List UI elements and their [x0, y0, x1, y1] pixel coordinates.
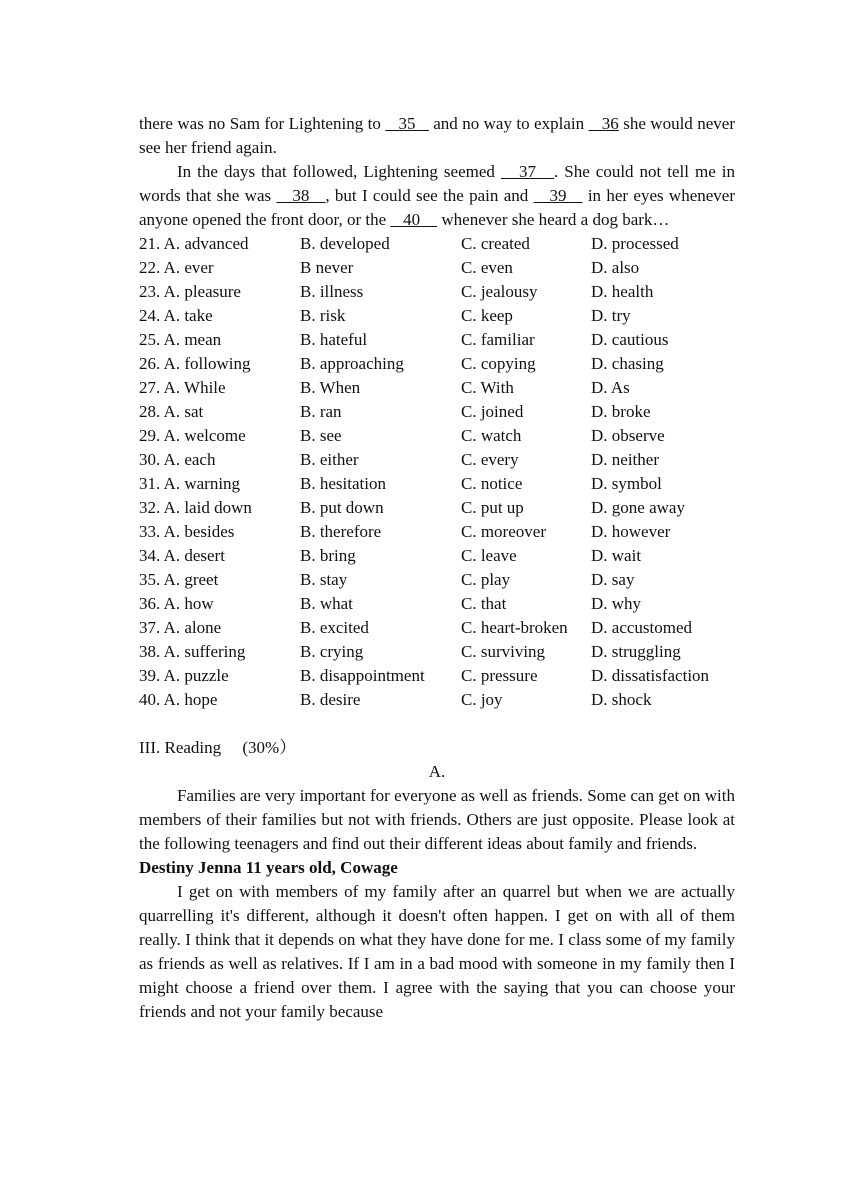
option-c: C. created — [461, 234, 530, 253]
option-row — [139, 664, 735, 688]
option-row — [139, 376, 735, 400]
option-a: 21. A. advanced — [139, 234, 249, 253]
option-b: B. put down — [300, 498, 384, 517]
option-c: C. moreover — [461, 522, 546, 541]
option-c: C. that — [461, 594, 507, 613]
option-b: B. disappointment — [300, 666, 425, 685]
option-d: D. gone away — [591, 498, 685, 517]
option-d: D. try — [591, 306, 631, 325]
passage-text: In the days that followed, Lightening seemed — [177, 162, 501, 181]
option-b: B. crying — [300, 642, 364, 661]
option-c: C. joy — [461, 690, 503, 709]
blank-39: 39 — [533, 186, 583, 205]
blank-36: 36 — [588, 114, 619, 133]
option-row — [139, 400, 735, 424]
option-b: B. ran — [300, 402, 342, 421]
option-a: 26. A. following — [139, 354, 251, 373]
option-b: B. what — [300, 594, 353, 613]
option-c: C. watch — [461, 426, 522, 445]
option-a: 27. A. While — [139, 378, 226, 397]
option-d: D. accustomed — [591, 618, 693, 637]
option-a: 34. A. desert — [139, 546, 225, 565]
option-d: D. also — [591, 258, 640, 277]
option-a: 22. A. ever — [139, 258, 214, 277]
option-b: B never — [300, 258, 354, 277]
option-row — [139, 688, 735, 712]
passage-continuation — [139, 112, 735, 160]
blank-38: 38 — [276, 186, 326, 205]
option-b: B. developed — [300, 234, 390, 253]
option-d: D. cautious — [591, 330, 669, 349]
passage-text: whenever she heard a dog bark… — [437, 210, 670, 229]
option-d: D. say — [591, 570, 635, 589]
option-c: C. jealousy — [461, 282, 538, 301]
option-a: 24. A. take — [139, 306, 213, 325]
option-a: 37. A. alone — [139, 618, 222, 637]
options-table — [139, 232, 735, 712]
option-d: D. why — [591, 594, 642, 613]
option-b: B. illness — [300, 282, 364, 301]
option-c: C. keep — [461, 306, 513, 325]
option-d: D. chasing — [591, 354, 664, 373]
passage-text: there was no Sam for Lightening to — [139, 114, 386, 133]
reading-intro: Families are very important for everyone as well as friends. Some can get on with members of their families but not with friends. Others are just opposite. Please look at the following teenagers and find out their different ideas about family and friends. — [139, 786, 735, 853]
option-a: 31. A. warning — [139, 474, 241, 493]
blank-37: 37 — [500, 162, 554, 181]
option-d: D. wait — [591, 546, 642, 565]
option-b: B. risk — [300, 306, 346, 325]
passage-text: and no way to explain — [428, 114, 589, 133]
option-a: 25. A. mean — [139, 330, 222, 349]
option-row — [139, 424, 735, 448]
option-d: D. broke — [591, 402, 651, 421]
option-row — [139, 472, 735, 496]
passage-text: . She could not tell me in words that she was — [139, 162, 736, 205]
passage-text: , but I could see the pain and — [325, 186, 534, 205]
option-c: C. familiar — [461, 330, 535, 349]
option-c: C. surviving — [461, 642, 546, 661]
option-c: C. leave — [461, 546, 517, 565]
option-d: D. however — [591, 522, 671, 541]
passage-text: in her eyes whenever anyone opened the front door, or the — [139, 186, 736, 229]
option-row — [139, 232, 735, 256]
option-row — [139, 352, 735, 376]
option-b: B. approaching — [300, 354, 404, 373]
option-b: B. either — [300, 450, 359, 469]
option-d: D. health — [591, 282, 654, 301]
spacer — [139, 712, 735, 736]
option-c: C. copying — [461, 354, 536, 373]
option-row — [139, 328, 735, 352]
option-row — [139, 256, 735, 280]
option-c: C. With — [461, 378, 514, 397]
option-row — [139, 496, 735, 520]
option-b: B. hesitation — [300, 474, 386, 493]
option-a: 35. A. greet — [139, 570, 219, 589]
passage-paragraph — [139, 160, 735, 232]
option-b: B. stay — [300, 570, 348, 589]
option-a: 30. A. each — [139, 450, 216, 469]
option-row — [139, 544, 735, 568]
option-c: C. every — [461, 450, 519, 469]
blank-35: 35 — [385, 114, 429, 133]
option-row — [139, 304, 735, 328]
passage-text: she would never see her friend again. — [139, 114, 735, 157]
option-row — [139, 592, 735, 616]
option-a: 29. A. welcome — [139, 426, 246, 445]
option-b: B. therefore — [300, 522, 382, 541]
option-a: 28. A. sat — [139, 402, 204, 421]
option-b: B. When — [300, 378, 361, 397]
option-a: 33. A. besides — [139, 522, 235, 541]
option-c: C. heart-broken — [461, 618, 568, 637]
part-label: A. — [428, 762, 446, 781]
option-a: 23. A. pleasure — [139, 282, 241, 301]
option-c: C. play — [461, 570, 511, 589]
option-c: C. notice — [461, 474, 523, 493]
option-b: B. see — [300, 426, 342, 445]
option-c: C. even — [461, 258, 513, 277]
option-row — [139, 640, 735, 664]
option-a: 40. A. hope — [139, 690, 218, 709]
blank-40: 40 — [390, 210, 438, 229]
option-c: C. put up — [461, 498, 524, 517]
option-d: D. dissatisfaction — [591, 666, 710, 685]
option-row — [139, 448, 735, 472]
option-d: D. neither — [591, 450, 659, 469]
option-b: B. desire — [300, 690, 361, 709]
option-c: C. joined — [461, 402, 524, 421]
section-title: III. Reading (30%） — [139, 738, 297, 757]
person-text: I get on with members of my family after an quarrel but when we are actually quarrelling it's different, although it doesn't often happen. I get on with all of them really. I think that it depends on what they have done for me. I class some of my family as friends as well as relatives. If I am in a bad mood with someone in my family then I might choose a friend over them. I agree with the saying that you can choose your friends and not your family because — [139, 882, 735, 1021]
option-a: 32. A. laid down — [139, 498, 252, 517]
option-a: 38. A. suffering — [139, 642, 246, 661]
option-a: 36. A. how — [139, 594, 214, 613]
option-b: B. excited — [300, 618, 369, 637]
option-c: C. pressure — [461, 666, 538, 685]
option-d: D. observe — [591, 426, 665, 445]
option-row — [139, 280, 735, 304]
option-b: B. hateful — [300, 330, 368, 349]
option-d: D. As — [591, 378, 630, 397]
option-d: D. symbol — [591, 474, 662, 493]
option-d: D. processed — [591, 234, 679, 253]
option-row — [139, 520, 735, 544]
option-d: D. struggling — [591, 642, 681, 661]
option-d: D. shock — [591, 690, 652, 709]
document-page — [139, 112, 735, 1024]
option-b: B. bring — [300, 546, 356, 565]
option-a: 39. A. puzzle — [139, 666, 229, 685]
option-row — [139, 616, 735, 640]
person-heading: Destiny Jenna 11 years old, Cowage — [139, 858, 398, 877]
option-row — [139, 568, 735, 592]
